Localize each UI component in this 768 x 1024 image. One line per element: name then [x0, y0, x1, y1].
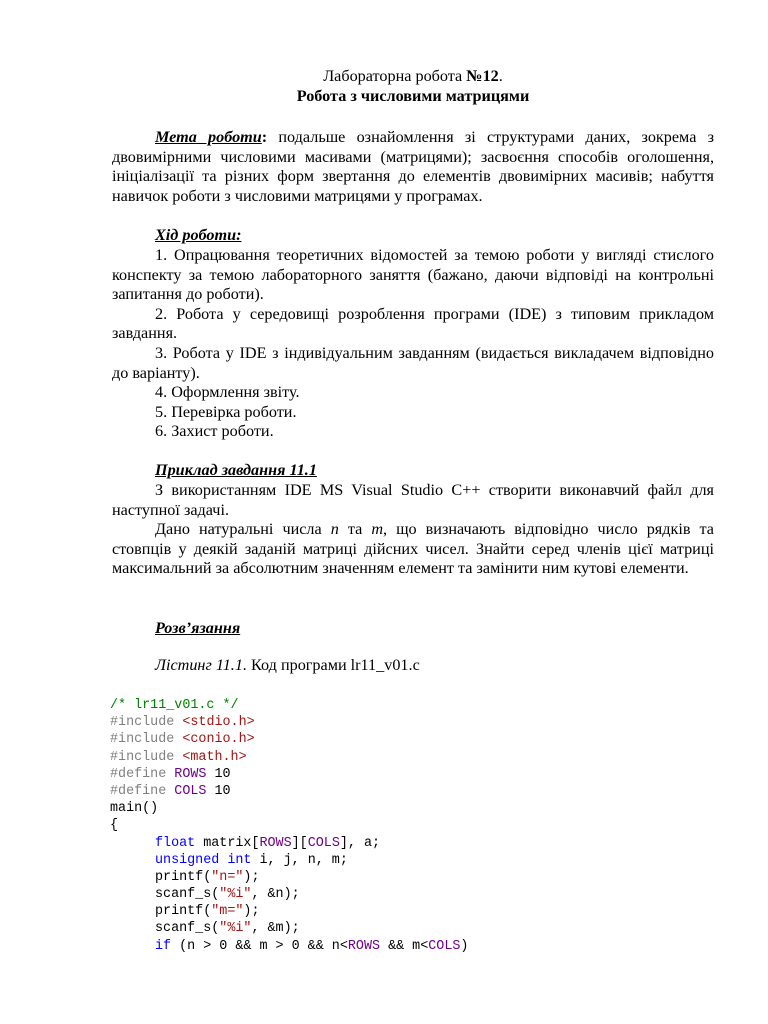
- code-line: #include <math.h>: [110, 749, 247, 765]
- code-line: printf("n=");: [155, 869, 260, 885]
- code-line: scanf_s("%i", &n);: [155, 887, 300, 903]
- code-line: float matrix[ROWS][COLS], a;: [155, 835, 381, 851]
- goal-paragraph: Мета роботи: подальше ознайомлення зі структурами даних, зокрема з двовимірними числовими масивами (матрицями); засвоєння способів оголошення, ініціалізації та різних форм звертання до елементів двовимірних масивів; набуття навичок роботи з числовими матрицями у програмах.: [112, 128, 714, 205]
- progress-heading: Хід роботи:: [155, 226, 242, 244]
- code-line: #define COLS 10: [110, 783, 231, 799]
- code-line: /* lr11_v01.c */: [110, 698, 239, 713]
- code-line: if (n > 0 && m > 0 && n<ROWS && m<COLS): [155, 938, 469, 954]
- goal-text: подальше ознайомлення зі структурами даних, зокрема з двовимірними числовими масивами (матрицями); засвоєння способів оголошення, ініціалізації та різних форм звертання до елементів двовимірних масивів; набуття навичок роботи з числовими матрицями у програмах.: [112, 128, 714, 205]
- code-line: #include <conio.h>: [110, 732, 255, 748]
- goal-heading: Мета роботи: [155, 128, 262, 146]
- code-line: unsigned int i, j, n, m;: [155, 852, 348, 868]
- code-line: scanf_s("%i", &m);: [155, 921, 300, 937]
- progress-item: 1. Опрацювання теоретичних відомостей за темою роботи у вигляді стислого конспекту за темою лабораторного заняття (бажано, даючи відповіді на контрольні запитання до роботи).: [112, 246, 714, 304]
- document-title: [112, 67, 714, 106]
- code-line: #include <stdio.h>: [110, 715, 255, 731]
- code-listing: [110, 697, 468, 955]
- lab-title: Лабораторна робота №12.: [323, 67, 503, 85]
- example-paragraph-1: З використанням IDE MS Visual Studio C++ створити виконавчий файл для наступної задачі.: [112, 481, 714, 519]
- progress-item: 6. Захист роботи.: [155, 422, 274, 441]
- code-line: main(): [110, 801, 159, 817]
- code-line: printf("m=");: [155, 904, 260, 920]
- code-line: #define ROWS 10: [110, 766, 231, 782]
- progress-item: 2. Робота у середовищі розроблення програми (IDE) з типовим прикладом завдання.: [112, 304, 714, 343]
- example-heading: Приклад завдання 11.1: [155, 461, 317, 479]
- progress-item: 3. Робота у IDE з індивідуальним завданням (видається викладачем відповідно до варіанту).: [112, 343, 714, 382]
- code-line: {: [110, 818, 119, 834]
- lab-number: №12: [466, 67, 499, 85]
- progress-item: 4. Оформлення звіту.: [155, 383, 300, 402]
- progress-item: 5. Перевірка роботи.: [155, 402, 297, 421]
- listing-caption: Лістинг 11.1. Код програми lr11_v01.c: [155, 656, 420, 674]
- progress-list: [112, 246, 714, 442]
- example-paragraph-2: Дано натуральні числа n та m, що визначають відповідно число рядків та стовпців у деякій заданій матриці дійсних чисел. Знайти серед членів цієї матриці максимальний за абсолютним значенням елемент та замінити ним кутові елементи.: [112, 520, 714, 578]
- solution-heading: Розв’язання: [155, 619, 241, 637]
- lab-subtitle: Робота з числовими матрицями: [296, 86, 530, 105]
